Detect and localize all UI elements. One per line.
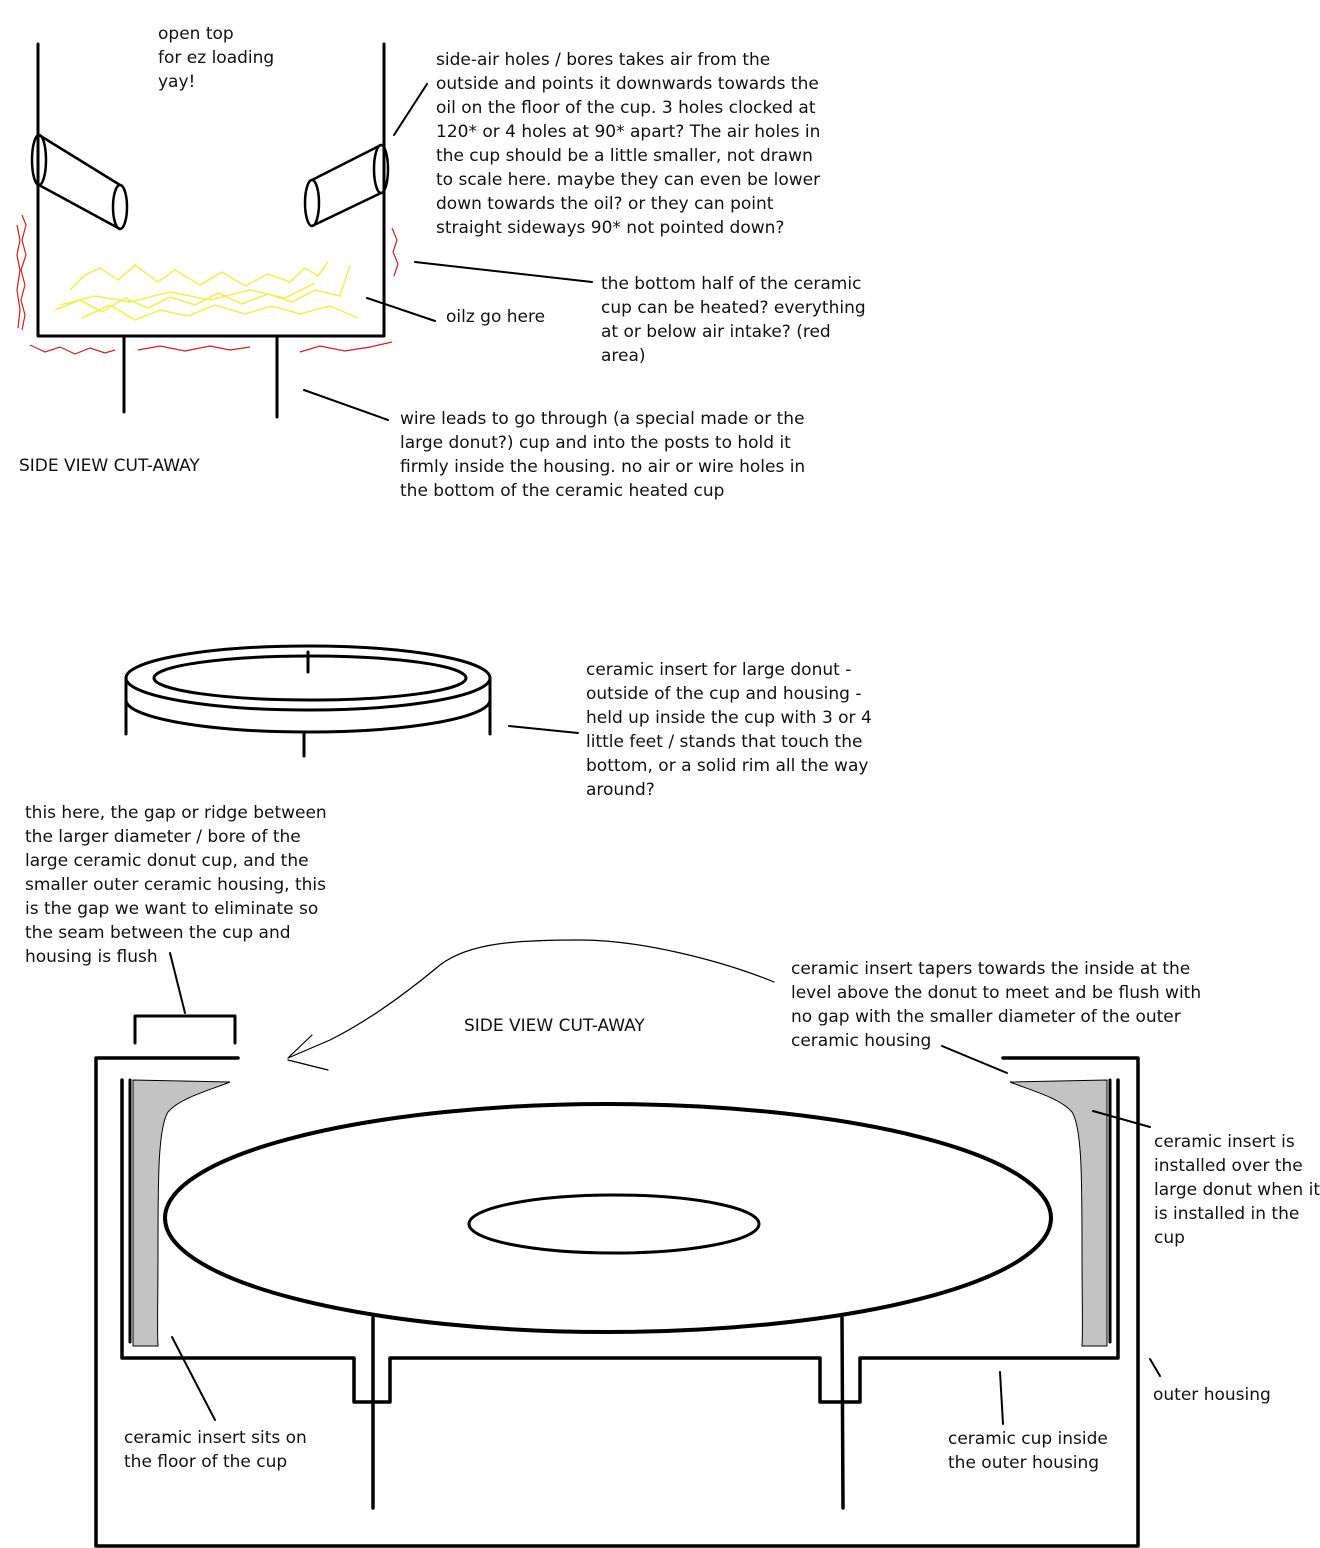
label-oil-location: oilz go here	[446, 307, 546, 327]
ridge-bracket	[135, 1016, 235, 1043]
oil-marks	[55, 262, 358, 320]
label-open-top: open top for ez loading yay!	[158, 24, 275, 92]
heated-area-marks	[17, 215, 398, 354]
label-insert-installed-over: ceramic insert is installed over the large donut when it is installed in the cup	[1154, 1132, 1320, 1248]
curved-arrow	[288, 940, 774, 1070]
label-side-view-bottom: SIDE VIEW CUT-AWAY	[464, 1016, 645, 1036]
donut-post-right	[842, 1318, 843, 1508]
air-bore-right	[305, 145, 388, 226]
ring-body-arc	[126, 700, 490, 732]
label-bottom-half-heated: the bottom half of the ceramic cup can be heated? everything at or below air intake? (red area)	[601, 274, 866, 366]
large-donut	[165, 1104, 1051, 1332]
donut-hole	[469, 1195, 759, 1253]
label-insert-tapers: ceramic insert tapers towards the inside at the level above the donut to meet and be flush with no gap with the smaller diameter of the outer ceramic housing	[791, 959, 1202, 1051]
label-side-air-holes: side-air holes / bores takes air from the outside and points it downwards towards the oil on the floor of the cup. 3 holes clocked at 120* or 4 holes at 90* apart? The air holes in the cup should be a little smaller, not drawn to scale here. maybe they can even be lower down towards the oil? or they can point straight sideways 90* not pointed down?	[436, 50, 821, 238]
label-outer-housing: outer housing	[1153, 1385, 1271, 1405]
label-wire-leads: wire leads to go through (a special made or the large donut?) cup and into the posts to hold it firmly inside the housing. no air or wire holes in the bottom of the ceramic heated cup	[400, 409, 806, 501]
ring-lower-arc	[126, 678, 490, 710]
leader-side-air	[394, 84, 427, 135]
label-insert-sits-on-floor: ceramic insert sits on the floor of the cup	[124, 1428, 307, 1472]
top-cup-figure	[38, 44, 384, 417]
leader-bottom-half	[415, 262, 592, 282]
leader-wire-leads	[304, 390, 388, 420]
leader-cup-inside	[1000, 1372, 1003, 1424]
label-gap-ridge: this here, the gap or ridge between the larger diameter / bore of the large ceramic donut cup, and the smaller outer ceramic housing, this is the gap we want to eliminate so the seam between the cup and housing is flush	[25, 803, 327, 967]
air-bore-left	[32, 135, 127, 229]
ring-inner-bore	[154, 656, 466, 700]
leader-outer-housing	[1150, 1359, 1160, 1376]
leader-sits-on-floor	[172, 1337, 215, 1420]
leader-insert-donut	[509, 726, 578, 733]
label-cup-inside-housing: ceramic cup inside the outer housing	[948, 1429, 1108, 1473]
label-insert-for-donut: ceramic insert for large donut - outside of the cup and housing - held up inside the cup with 3 or 4 little feet / stands that touch the bottom, or a solid rim all the way around?	[586, 660, 872, 800]
insert-ring-figure	[126, 646, 490, 756]
donut-posts	[373, 1318, 843, 1508]
leader-oilz	[367, 298, 435, 321]
label-side-view-top: SIDE VIEW CUT-AWAY	[19, 456, 200, 476]
